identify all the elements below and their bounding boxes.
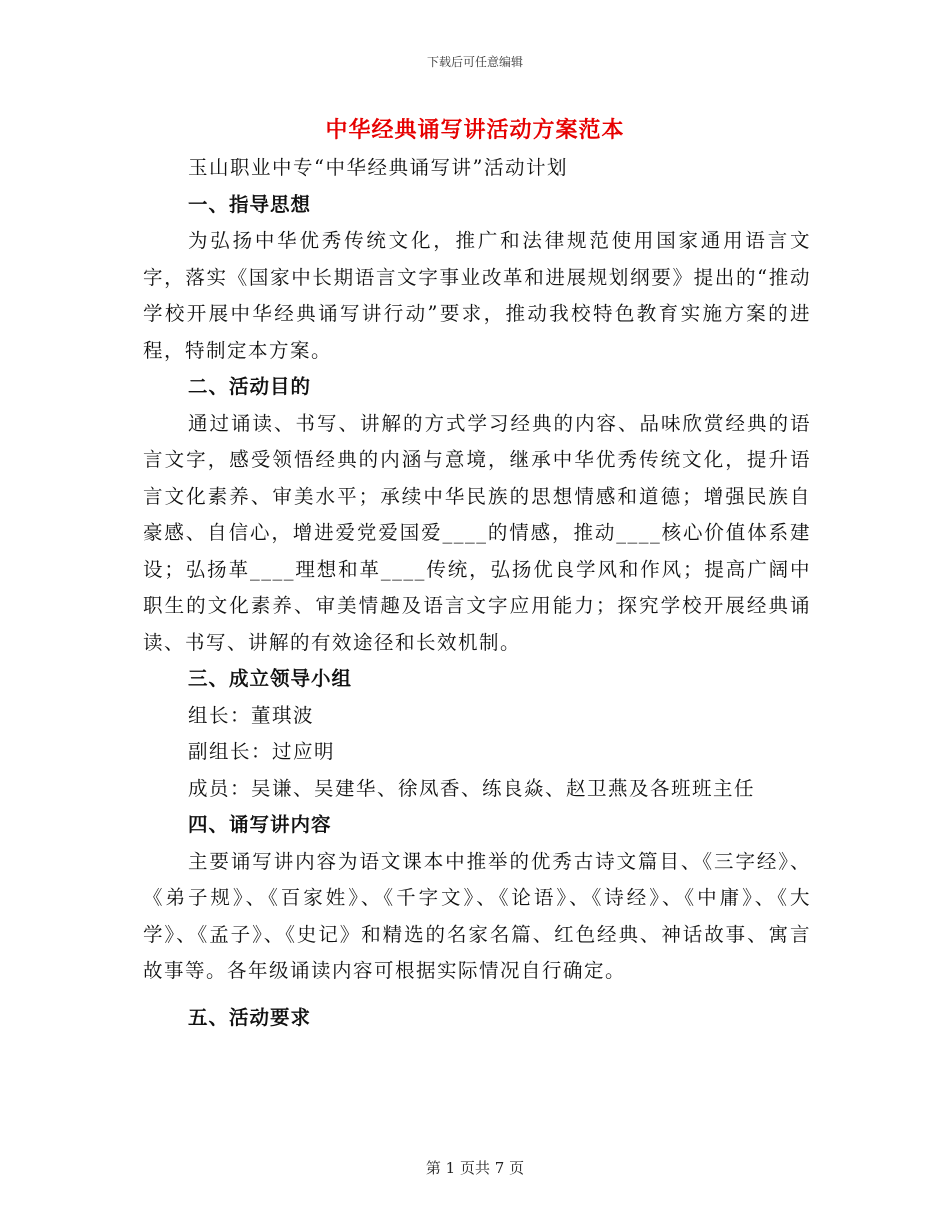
section-heading-leadership-group: 三、成立领导小组 [188, 667, 353, 690]
section-gap [143, 990, 811, 1000]
group-members: 成员：吴谦、吴建华、徐凤香、练良焱、赵卫燕及各班班主任 [188, 776, 756, 800]
group-leader: 组长：董琪波 [188, 703, 315, 727]
document-title: 中华经典诵写讲活动方案范本 [325, 117, 625, 143]
section-heading-requirements: 五、活动要求 [188, 1005, 312, 1029]
paragraph-guiding-thought: 为弘扬中华优秀传统文化，推广和法律规范使用国家通用语言文字，落实《国家中长期语言文字事业改革和进展规划纲要》提出的“推动学校开展中华经典诵写讲行动”要求，推动我校特色教育实施方案的进程，特制定本方案。 [143, 229, 811, 362]
document-body [143, 150, 811, 1036]
plan-subtitle: 玉山职业中专“中华经典诵写讲”活动计划 [188, 156, 568, 179]
paragraph-activity-purpose: 通过诵读、书写、讲解的方式学习经典的内容、品味欣赏经典的语言文字，感受领悟经典的内涵与意境，继承中华优秀传统文化，提升语言文化素养、审美水平；承续中华民族的思想情感和道德；增强民族自豪感、自信心，增进爱党爱国爱____的情感，推动____核心价值体系建设；弘扬革____理想和革____传统，弘扬优良学风和作风；提高广阔中职生的文化素养、审美情趣及语言文字应用能力；探究学校开展经典诵读、书写、讲解的有效途径和长效机制。 [143, 411, 811, 654]
paragraph-content: 主要诵写讲内容为语文课本中推举的优秀古诗文篇目、《三字经》、《弟子规》、《百家姓》、《千字文》、《论语》、《诗经》、《中庸》、《大学》、《孟子》、《史记》和精选的名家名篇、红色经典、神话故事、寓言故事等。各年级诵读内容可根据实际情况自行确定。 [143, 849, 811, 982]
group-deputy: 副组长：过应明 [188, 740, 336, 763]
header-note: 下载后可任意编辑 [426, 55, 523, 69]
section-heading-guiding-thought: 一、指导思想 [188, 192, 312, 216]
page-footer: 第 1 页共 7 页 [425, 1159, 525, 1177]
section-heading-activity-purpose: 二、活动目的 [188, 375, 312, 398]
section-heading-content: 四、诵写讲内容 [188, 813, 332, 836]
